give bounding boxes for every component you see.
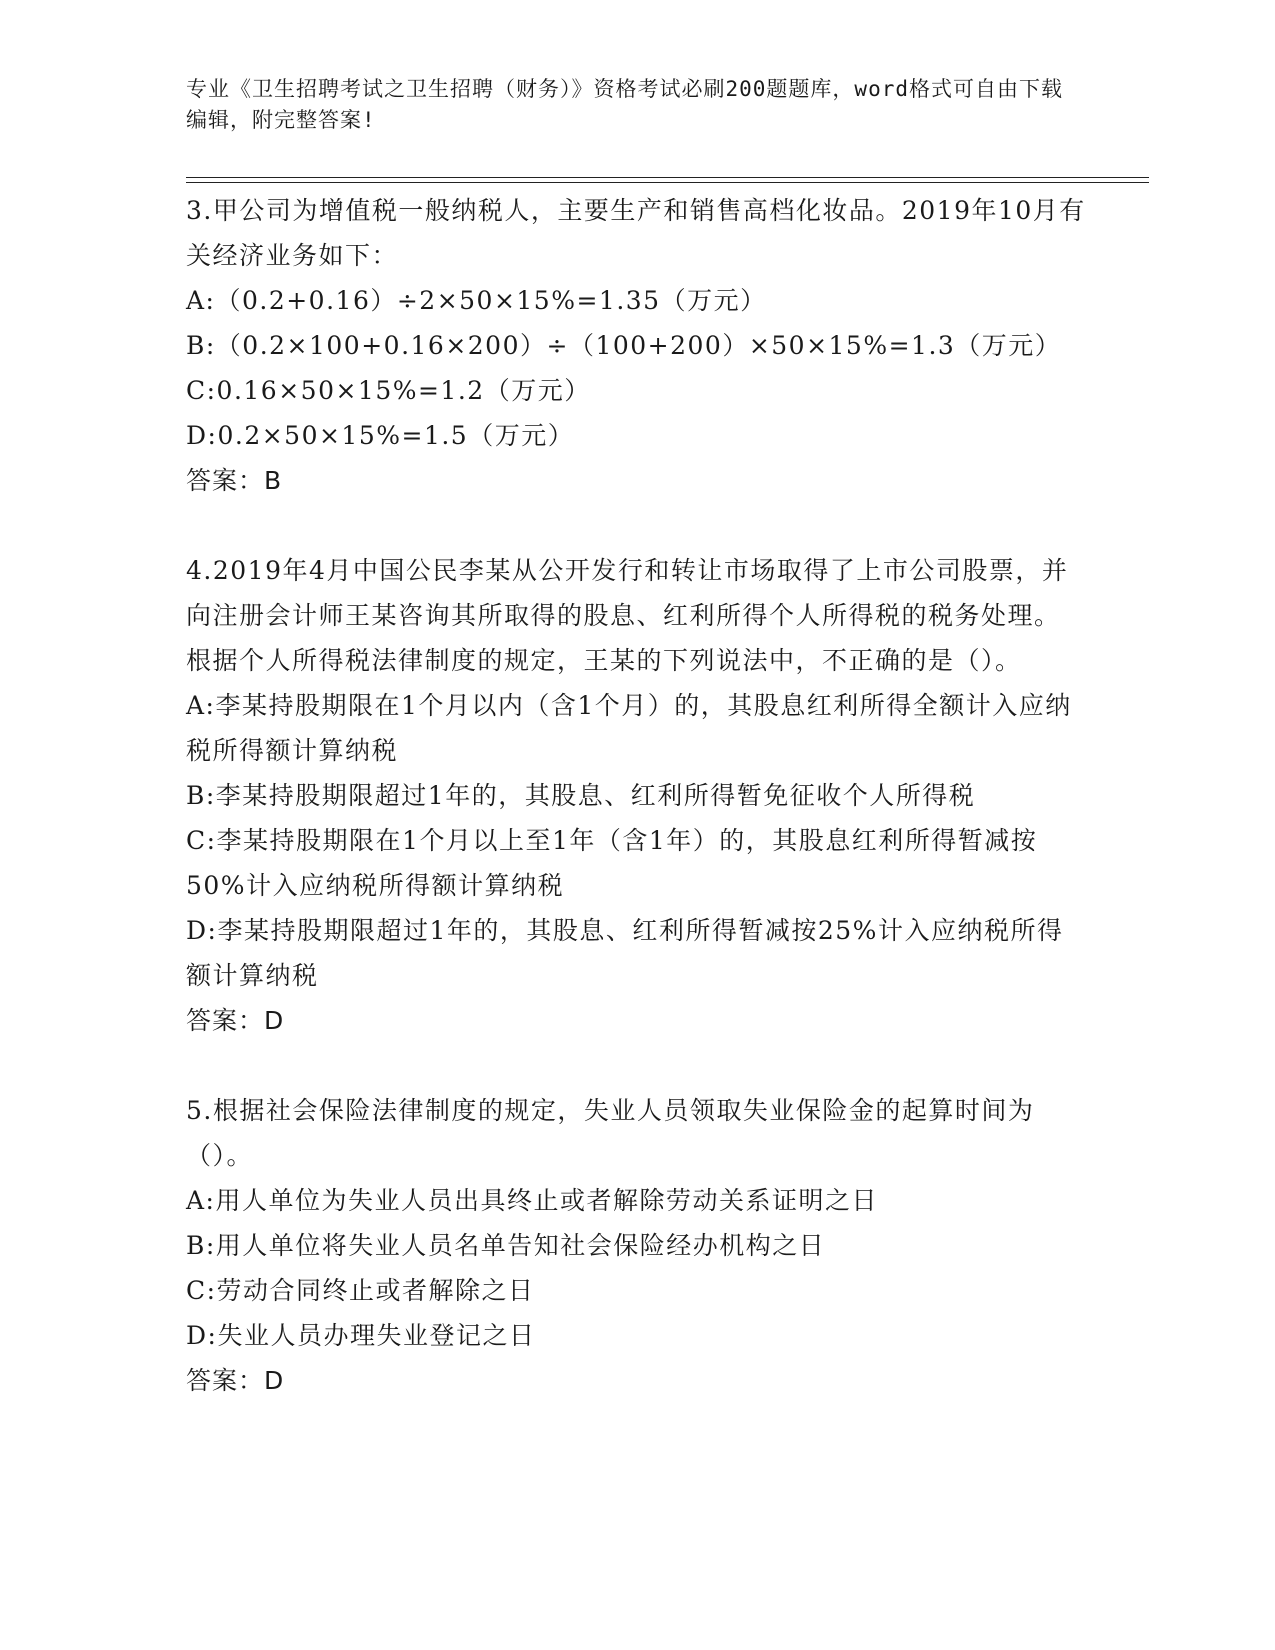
question-3 [186,188,1086,503]
question-list [186,188,1086,1448]
question-stem: 4.2019年4月中国公民李某从公开发行和转让市场取得了上市公司股票，并向注册会计师王某咨询其所取得的股息、红利所得个人所得税的税务处理。根据个人所得税法律制度的规定，王某的下列说法中，不正确的是（）。 [186,556,1069,675]
question-5 [186,1088,1086,1403]
option-a: A:（0.2+0.16）÷2×50×15%=1.35（万元） [186,286,767,315]
option-d: D:李某持股期限超过1年的，其股息、红利所得暂减按25%计入应纳税所得额计算纳税 [186,916,1064,990]
document-header-title: 专业《卫生招聘考试之卫生招聘（财务）》资格考试必刷200题题库，word格式可自由下载编辑，附完整答案! [186,77,1063,132]
header-divider-line [186,177,1149,178]
option-c: C:0.16×50×15%=1.2（万元） [186,376,591,405]
question-stem: 3.甲公司为增值税一般纳税人，主要生产和销售高档化妆品。2019年10月有关经济业务如下： [186,196,1086,270]
question-4 [186,548,1086,1043]
answer-label: 答案：D [186,1006,285,1035]
option-a: A:用人单位为失业人员出具终止或者解除劳动关系证明之日 [186,1186,878,1215]
question-stem: 5.根据社会保险法律制度的规定，失业人员领取失业保险金的起算时间为（）。 [186,1096,1035,1170]
option-c: C:劳动合同终止或者解除之日 [186,1276,535,1305]
option-a: A:李某持股期限在1个月以内（含1个月）的，其股息红利所得全额计入应纳税所得额计算纳税 [186,691,1072,765]
header-divider-line-secondary [186,182,1149,183]
answer-label: 答案：D [186,1366,285,1395]
option-b: B:用人单位将失业人员名单告知社会保险经办机构之日 [186,1231,826,1260]
option-d: D:0.2×50×15%=1.5（万元） [186,421,575,450]
answer-label: 答案：B [186,466,283,495]
option-b: B:李某持股期限超过1年的，其股息、红利所得暂免征收个人所得税 [186,781,976,810]
option-b: B:（0.2×100+0.16×200）÷（100+200）×50×15%=1.3（万元） [186,331,1062,360]
option-c: C:李某持股期限在1个月以上至1年（含1年）的，其股息红利所得暂减按50%计入应纳税所得额计算纳税 [186,826,1038,900]
option-d: D:失业人员办理失业登记之日 [186,1321,536,1350]
